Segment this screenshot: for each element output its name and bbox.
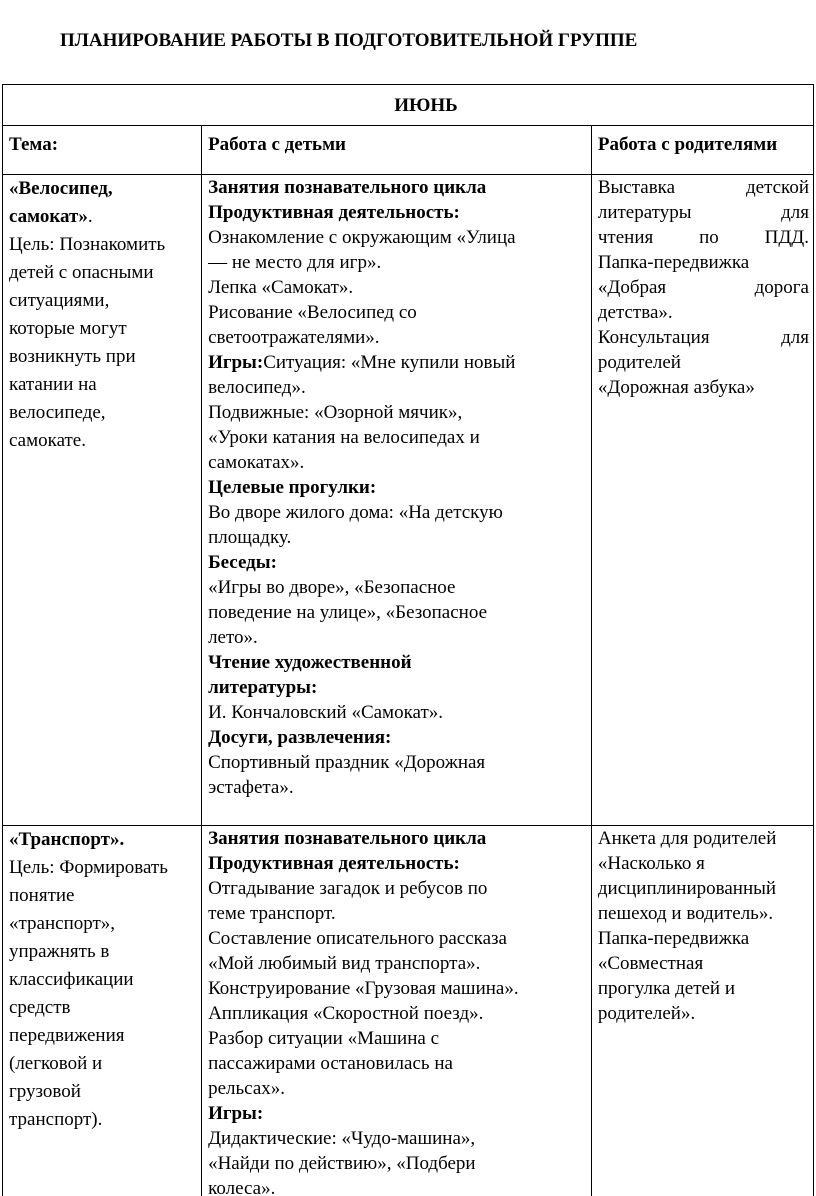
table-row bbox=[3, 826, 814, 1196]
topic-text-line: (легковой и bbox=[9, 1053, 103, 1074]
children-text-line: лето». bbox=[208, 627, 258, 648]
children-text-line: Игры: bbox=[208, 1103, 264, 1124]
children-text-line: Отгадывание загадок и ребусов по bbox=[208, 878, 488, 899]
parents-text-line: родителей». bbox=[597, 1003, 696, 1024]
topic-text-line: которые могут bbox=[9, 318, 127, 339]
children-text-line: Конструирование «Грузовая машина». bbox=[208, 978, 519, 999]
topic-text-line: Цель: Познакомить bbox=[9, 234, 166, 255]
topic-title: «Велосипед, bbox=[9, 178, 113, 199]
topic-text-line: транспорт). bbox=[9, 1109, 103, 1130]
children-text-line: Целевые прогулки: bbox=[208, 477, 377, 498]
parents-text-line: пешеход и водитель». bbox=[597, 903, 774, 924]
topic-title-bold: самокат» bbox=[9, 206, 88, 227]
topic-cell bbox=[3, 175, 202, 826]
children-text-line: Дидактические: «Чудо-машина», bbox=[208, 1128, 476, 1149]
topic-title: «Транспорт». bbox=[9, 829, 125, 850]
children-text-line: эстафета». bbox=[208, 777, 294, 798]
children-text-line: светоотражателями». bbox=[208, 327, 380, 348]
children-text-line: Разбор ситуации «Машина с bbox=[208, 1028, 440, 1049]
children-text-line: — не место для игр». bbox=[208, 252, 382, 273]
children-text-line: Продуктивная деятельность: bbox=[208, 202, 460, 223]
children-text-line: Составление описательного рассказа bbox=[208, 928, 507, 949]
children-text-line: рельсах». bbox=[208, 1078, 286, 1099]
children-label: Игры: bbox=[208, 352, 264, 373]
topic-text-line: классификации bbox=[9, 969, 134, 990]
parents-text-line: литературы для bbox=[597, 202, 809, 223]
parents-text-line: Папка-передвижка bbox=[597, 252, 750, 273]
children-text-line: теме транспорт. bbox=[208, 903, 336, 924]
children-text-line: велосипед». bbox=[208, 377, 306, 398]
children-text-line: Досуги, развлечения: bbox=[208, 727, 392, 748]
topic-text-line: ситуациями, bbox=[9, 290, 110, 311]
children-cell bbox=[202, 175, 592, 826]
parents-cell bbox=[591, 175, 813, 826]
children-text-line: «Найди по действию», «Подбери bbox=[208, 1153, 476, 1174]
children-cell bbox=[202, 826, 592, 1196]
document-title: ПЛАНИРОВАНИЕ РАБОТЫ В ПОДГОТОВИТЕЛЬНОЙ ГРУППЕ bbox=[60, 30, 638, 51]
children-text-line: Рисование «Велосипед со bbox=[208, 302, 417, 323]
parents-text-line: родителей bbox=[597, 352, 681, 373]
children-text-line: Занятия познавательного цикла bbox=[208, 177, 487, 198]
children-text-line: Беседы: bbox=[208, 552, 277, 573]
children-text-line: Лепка «Самокат». bbox=[208, 277, 354, 298]
children-text-line: Подвижные: «Озорной мячик», bbox=[208, 402, 463, 423]
parents-text-line: «Добрая дорога bbox=[597, 277, 809, 298]
children-text-line: колеса». bbox=[208, 1178, 276, 1196]
children-text-line: «Игры во дворе», «Безопасное bbox=[208, 577, 456, 598]
parents-text-line: «Совместная bbox=[597, 953, 704, 974]
children-text-line: И. Кончаловский «Самокат». bbox=[208, 702, 444, 723]
topic-text-line: передвижения bbox=[9, 1025, 125, 1046]
parents-text-line: Выставка детской bbox=[597, 177, 809, 198]
children-text-line: поведение на улице», «Безопасное bbox=[208, 602, 488, 623]
children-text-line: «Уроки катания на велосипедах и bbox=[208, 427, 480, 448]
children-text-line: Аппликация «Скоростной поезд». bbox=[208, 1003, 484, 1024]
topic-cell bbox=[3, 826, 202, 1196]
children-text-line: Ознакомление с окружающим «Улица bbox=[208, 227, 516, 248]
parents-text-line: детства». bbox=[597, 302, 673, 323]
children-label-text: Ситуация: «Мне купили новый bbox=[263, 352, 516, 373]
children-text-line: Спортивный праздник «Дорожная bbox=[208, 752, 486, 773]
topic-text-line: средств bbox=[9, 997, 71, 1018]
topic-text-line: упражнять в bbox=[9, 941, 110, 962]
children-text-line: Продуктивная деятельность: bbox=[208, 853, 460, 874]
topic-text-line: Цель: Формировать bbox=[9, 857, 168, 878]
topic-text-line: «транспорт», bbox=[9, 913, 116, 934]
parents-cell bbox=[591, 826, 813, 1196]
table-row bbox=[3, 175, 814, 826]
children-text-line: самокатах». bbox=[208, 452, 305, 473]
children-text-line: площадку. bbox=[208, 527, 292, 548]
parents-text-line: чтения по ПДД. bbox=[597, 227, 809, 248]
parents-text-line: прогулка детей и bbox=[597, 978, 736, 999]
children-text-line: литературы: bbox=[208, 677, 318, 698]
parents-text-line: дисциплинированный bbox=[597, 878, 777, 899]
header-children: Работа с детьми bbox=[202, 126, 592, 175]
month-cell: ИЮНЬ bbox=[3, 85, 814, 126]
parents-text-line: Папка-передвижка bbox=[597, 928, 750, 949]
topic-text-line: детей с опасными bbox=[9, 262, 154, 283]
topic-title-2: самокат». bbox=[9, 206, 93, 227]
parents-text-line: «Дорожная азбука» bbox=[597, 377, 755, 398]
children-text-line: Чтение художественной bbox=[208, 652, 412, 673]
children-text-line bbox=[208, 350, 587, 375]
parents-text-line: Консультация для bbox=[597, 327, 809, 348]
children-text-line: Во дворе жилого дома: «На детскую bbox=[208, 502, 503, 523]
topic-text-line: самокате. bbox=[9, 430, 86, 451]
topic-text-line: катании на bbox=[9, 374, 97, 395]
parents-text-line: Анкета для родителей bbox=[597, 828, 777, 849]
children-text-line: «Мой любимый вид транспорта». bbox=[208, 953, 481, 974]
topic-text-line: возникнуть при bbox=[9, 346, 136, 367]
parents-text-line: «Насколько я bbox=[597, 853, 705, 874]
topic-text-line: велосипеде, bbox=[9, 402, 106, 423]
header-topic: Тема: bbox=[3, 126, 202, 175]
children-text-line: Занятия познавательного цикла bbox=[208, 828, 487, 849]
children-text-line: пассажирами остановилась на bbox=[208, 1053, 453, 1074]
plan-table bbox=[2, 84, 814, 1196]
topic-text-line: понятие bbox=[9, 885, 75, 906]
header-parents: Работа с родителями bbox=[591, 126, 813, 175]
topic-text-line: грузовой bbox=[9, 1081, 81, 1102]
